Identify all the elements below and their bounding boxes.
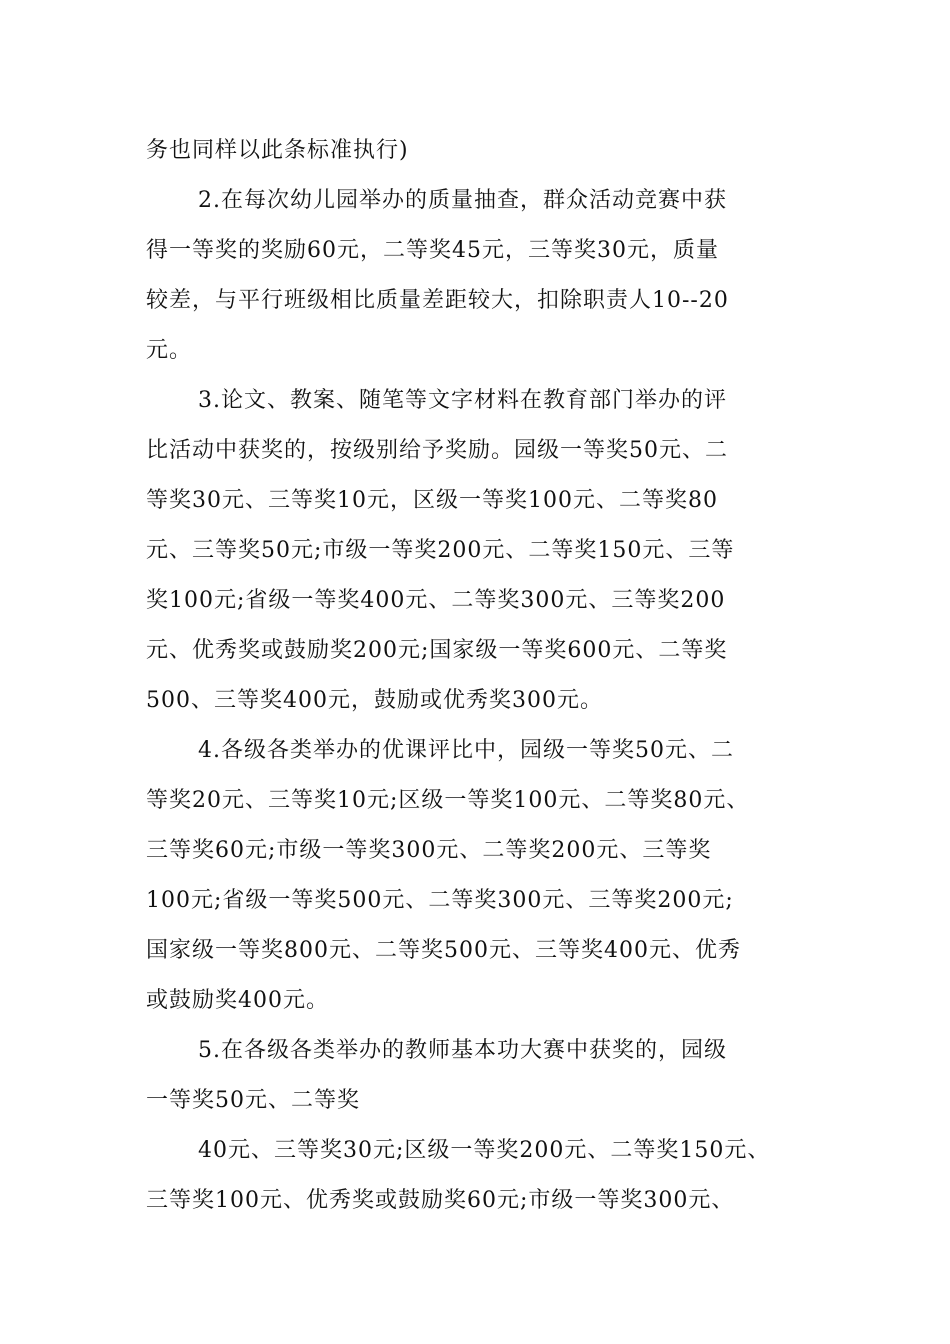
text-line: 500、三等奖400元，鼓励或优秀奖300元。 xyxy=(146,688,603,713)
text-line: 元、三等奖50元;市级一等奖200元、二等奖150元、三等 xyxy=(146,538,735,563)
text-line: 一等奖50元、二等奖 xyxy=(146,1088,360,1113)
text-line: 较差，与平行班级相比质量差距较大，扣除职责人10--20 xyxy=(146,288,729,313)
text-line: 40元、三等奖30元;区级一等奖200元、二等奖150元、 xyxy=(198,1138,771,1163)
text-line: 元。 xyxy=(146,338,193,363)
text-line: 得一等奖的奖励60元，二等奖45元，三等奖30元，质量 xyxy=(146,238,719,263)
text-line: 5.在各级各类举办的教师基本功大赛中获奖的，园级 xyxy=(198,1038,727,1063)
text-line: 4.各级各类举办的优课评比中，园级一等奖50元、二 xyxy=(198,738,734,763)
text-line: 国家级一等奖800元、二等奖500元、三等奖400元、优秀 xyxy=(146,938,741,963)
text-line: 等奖30元、三等奖10元，区级一等奖100元、二等奖80 xyxy=(146,488,718,513)
text-line: 三等奖100元、优秀奖或鼓励奖60元;市级一等奖300元、 xyxy=(146,1188,735,1213)
text-line: 2.在每次幼儿园举办的质量抽查，群众活动竞赛中获 xyxy=(198,188,727,213)
text-line: 奖100元;省级一等奖400元、二等奖300元、三等奖200 xyxy=(146,588,726,613)
text-line: 务也同样以此条标准执行) xyxy=(146,138,409,163)
text-line: 元、优秀奖或鼓励奖200元;国家级一等奖600元、二等奖 xyxy=(146,638,728,663)
text-line: 或鼓励奖400元。 xyxy=(146,988,329,1013)
text-line: 100元;省级一等奖500元、二等奖300元、三等奖200元; xyxy=(146,888,734,913)
text-line: 比活动中获奖的，按级别给予奖励。园级一等奖50元、二 xyxy=(146,438,728,463)
text-line: 3.论文、教案、随笔等文字材料在教育部门举办的评 xyxy=(198,388,727,413)
text-line: 等奖20元、三等奖10元;区级一等奖100元、二等奖80元、 xyxy=(146,788,750,813)
text-line: 三等奖60元;市级一等奖300元、二等奖200元、三等奖 xyxy=(146,838,712,863)
